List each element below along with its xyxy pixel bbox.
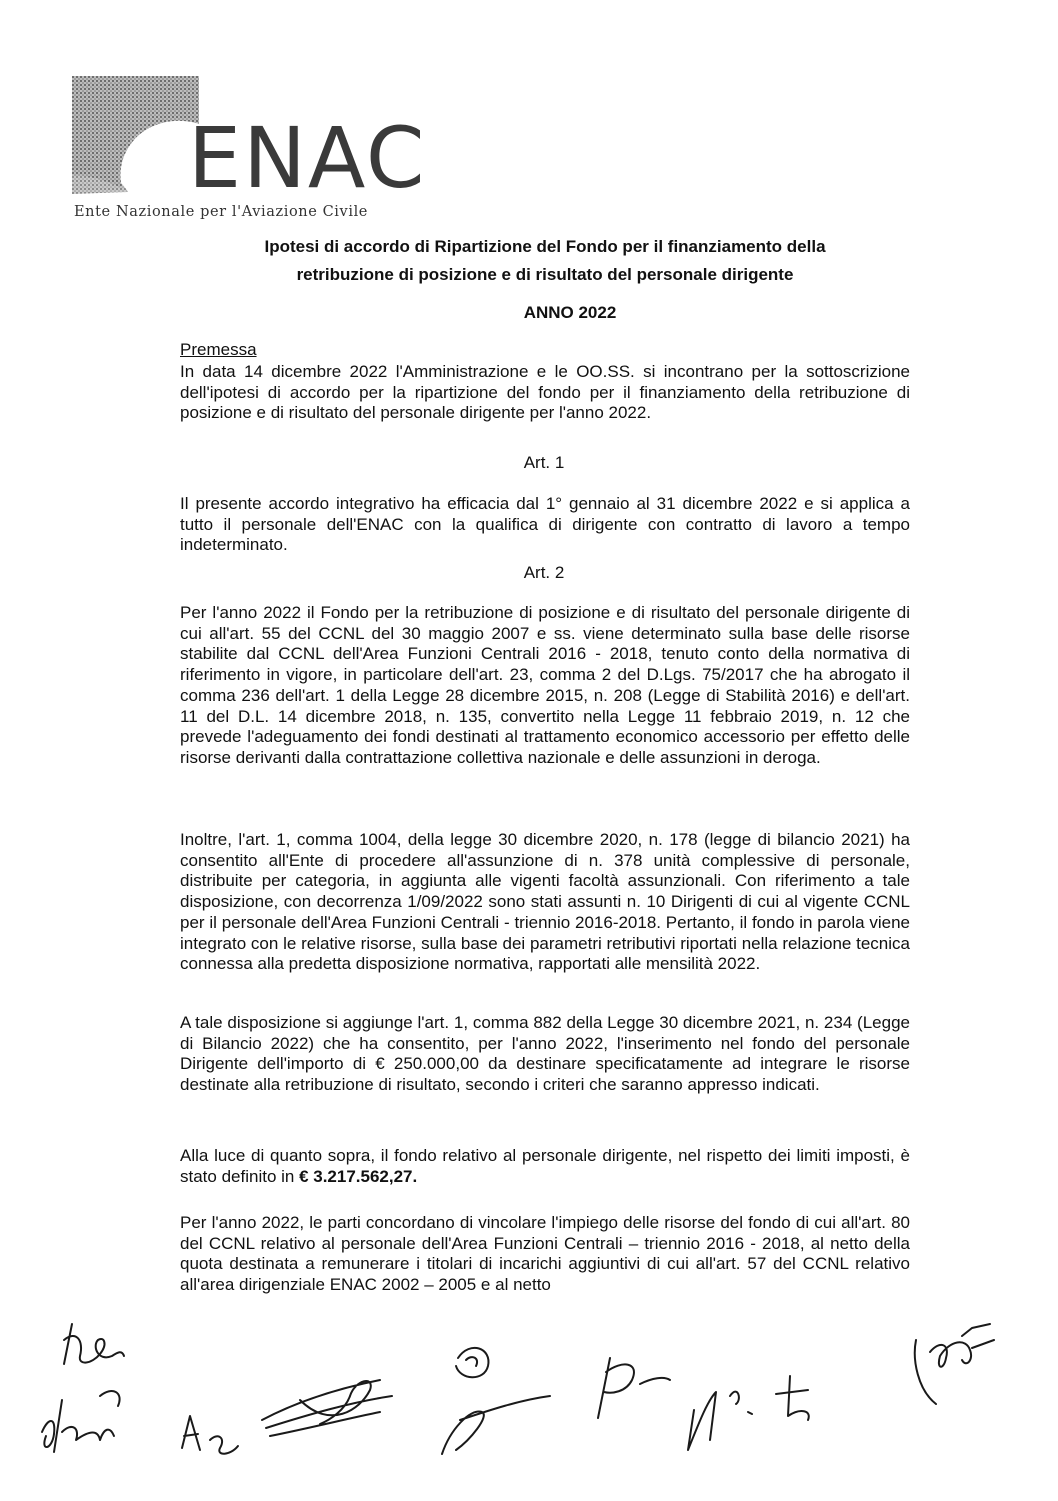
premessa-heading: Premessa bbox=[180, 340, 257, 359]
signature-2 bbox=[42, 1391, 120, 1452]
enac-logo-subtitle: Ente Nazionale per l'Aviazione Civile bbox=[74, 204, 368, 220]
enac-logo bbox=[64, 76, 427, 226]
art-2-paragraph-4 bbox=[180, 1146, 910, 1187]
signature-7 bbox=[688, 1376, 809, 1450]
premessa-paragraph: In data 14 dicembre 2022 l'Amministrazione e le OO.SS. si incontrano per la sottoscrizione dell'ipotesi di accordo per la ripartizione del fondo per il finanziamento della retribuzione di posizione e di risultato del personale dirigente per l'anno 2022. bbox=[180, 362, 910, 423]
signature-8 bbox=[915, 1324, 994, 1404]
art-2-paragraph-2: Inoltre, l'art. 1, comma 1004, della legge 30 dicembre 2020, n. 178 (legge di bilancio 2021) ha consentito all'Ente di procedere all'assunzione di n. 378 unità complessive di personale, distribuite per categoria, in aggiunta alle vigenti facoltà assunzionali. Con riferimento a tale disposizione, con decorrenza 1/09/2022 sono stati assunti n. 10 Dirigenti di cui al vigente CCNL per il personale dell'Area Funzioni Centrali - triennio 2016-2018. Pertanto, il fondo in parola viene integrato con le relative risorse, sulla base dei parametri retributivi riportati nella relazione tecnica connessa alla predetta disposizione normativa, rapportati alle mensilità 2022. bbox=[180, 830, 910, 974]
art-2-paragraph-3: A tale disposizione si aggiunge l'art. 1, comma 882 della Legge 30 dicembre 2021, n. 234 (Legge di Bilancio 2022) che ha consentito, per l'anno 2022, l'inserimento nel fondo del personale Dirigente dell'importo di € 250.000,00 da destinare specificatamente ad integrare le risorse destinate alla retribuzione di risultato, secondo i criteri che saranno appresso indicati. bbox=[180, 1013, 910, 1095]
fund-total-text: Alla luce di quanto sopra, il fondo relativo al personale dirigente, nel rispetto dei limiti imposti, è stato definito in bbox=[180, 1146, 910, 1186]
art-2-paragraph-5: Per l'anno 2022, le parti concordano di vincolare l'impiego delle risorse del fondo di cui all'art. 80 del CCNL relativo al personale dell'Area Funzioni Centrali – triennio 2016 - 2018, al netto della quota destinata a remunerare i titolari di incarichi aggiuntivi di cui all'art. 57 del CCNL relativo all'area dirigenziale ENAC 2002 – 2005 e al netto bbox=[180, 1213, 910, 1295]
art-1-heading: Art. 1 bbox=[523, 453, 565, 472]
title-line-2: retribuzione di posizione e di risultato del personale dirigente bbox=[296, 265, 794, 284]
art-2-heading: Art. 2 bbox=[523, 563, 565, 582]
signature-3 bbox=[182, 1416, 238, 1454]
signature-4 bbox=[262, 1380, 392, 1436]
fund-total-amount: € 3.217.562,27. bbox=[299, 1166, 418, 1186]
enac-logo-mark bbox=[64, 76, 199, 198]
art-1-paragraph: Il presente accordo integrativo ha efficacia dal 1° gennaio al 31 dicembre 2022 e si applica a tutto il personale dell'ENAC con la qualifica di dirigente con contratto di lavoro a tempo indeterminato. bbox=[180, 494, 910, 555]
signature-6 bbox=[598, 1358, 670, 1418]
signature-5 bbox=[442, 1348, 550, 1454]
signatures-area bbox=[0, 1300, 1058, 1496]
document-title bbox=[170, 233, 920, 289]
art-2-paragraph-1: Per l'anno 2022 il Fondo per la retribuzione di posizione e di risultato del personale dirigente di cui all'art. 55 del CCNL del 30 maggio 2007 e ss. viene determinato sulla base delle risorse stabilite dal CCNL dell'Area Funzioni Centrali 2016 - 2018, tenuto conto della normativa di riferimento in vigore, in particolare dell'art. 23, comma 2 del D.Lgs. 75/2017 che ha abrogato il comma 236 dell'art. 1 della Legge 28 dicembre 2015, n. 208 (Legge di Stabilità 2016) e dell'art. 11 del D.L. 14 dicembre 2018, n. 135, convertito nella Legge 11 febbraio 2019, n. 12 che prevede l'adeguamento dei fondi destinati al trattamento economico accessorio per effetto delle risorse derivanti dalla contrattazione collettiva nazionale e delle assunzioni in deroga. bbox=[180, 603, 910, 767]
signature-1 bbox=[64, 1324, 124, 1364]
document-year: ANNO 2022 bbox=[523, 303, 617, 322]
enac-logo-wordmark: ENAC bbox=[188, 109, 427, 207]
title-line-1: Ipotesi di accordo di Ripartizione del Fondo per il finanziamento della bbox=[264, 237, 826, 256]
